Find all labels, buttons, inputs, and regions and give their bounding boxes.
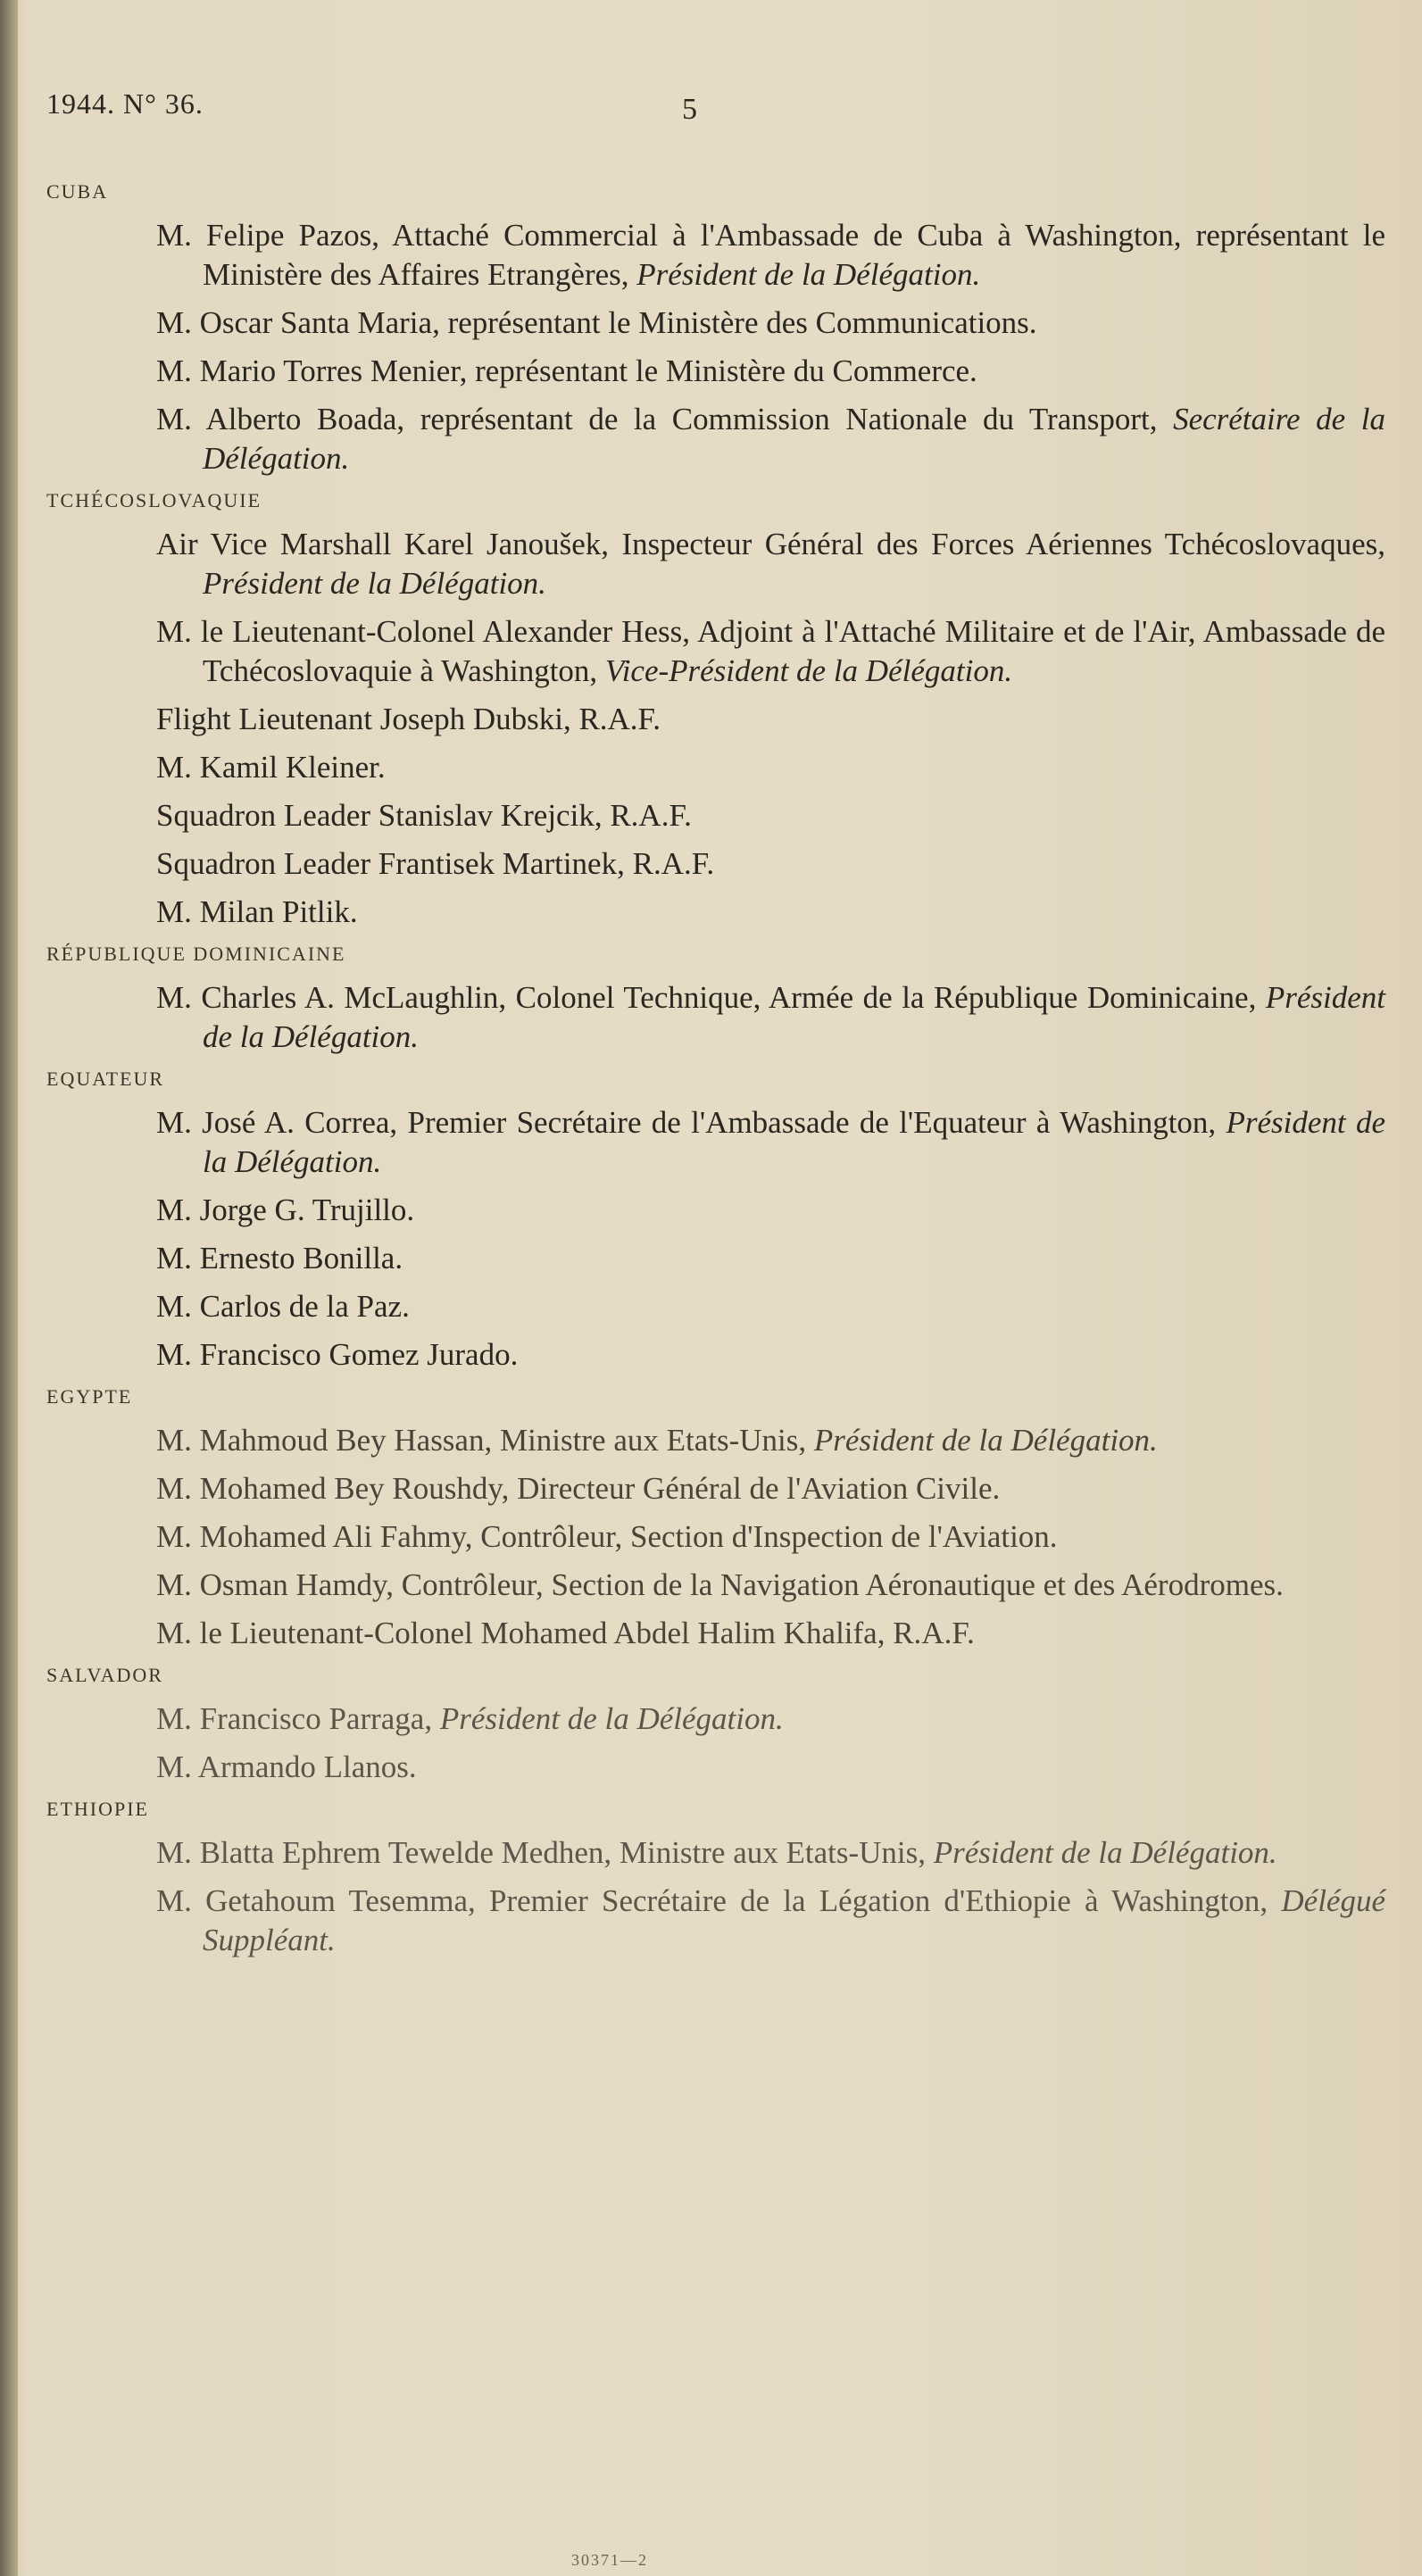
delegate-text: M. le Lieutenant-Colonel Mohamed Abdel Halim Khalifa, R.A.F. [156, 1616, 975, 1650]
country-section [46, 1662, 1385, 1787]
delegate-text: M. le Lieutenant-Colonel Alexander Hess, Adjoint à l'Attaché Militaire et de l'Air, Ambassade de Tchécoslovaquie à Washington, [156, 614, 1385, 688]
delegate-text: Squadron Leader Frantisek Martinek, R.A.F. [156, 846, 715, 881]
country-section [46, 941, 1385, 1057]
delegate-text: M. Carlos de la Paz. [156, 1289, 410, 1324]
delegate-entry [91, 1882, 1385, 1960]
page-header [46, 87, 1386, 141]
delegate-entry [91, 1103, 1385, 1182]
delegation-title: Secrétaire de la Délégation. [203, 402, 1385, 476]
delegation-title: Président de la Délégation. [203, 1105, 1385, 1179]
delegate-entry [91, 796, 1385, 835]
delegate-text: Air Vice Marshall Karel Janoušek, Inspecteur Général des Forces Aériennes Tchécoslovaques, [156, 527, 1385, 561]
delegate-entry [91, 1421, 1385, 1460]
delegate-entry [91, 525, 1385, 603]
delegate-entry [91, 1614, 1385, 1653]
delegate-entry [91, 400, 1385, 478]
delegate-entry [91, 303, 1385, 343]
delegate-text: Squadron Leader Stanislav Krejcik, R.A.F. [156, 798, 692, 833]
delegate-entry [91, 1239, 1385, 1278]
country-heading: ETHIOPIE [46, 1798, 149, 1820]
country-heading: CUBA [46, 180, 109, 203]
delegate-text: M. Felipe Pazos, Attaché Commercial à l'Ambassade de Cuba à Washington, représentant le Ministère des Affaires Etrangères, [156, 218, 1385, 292]
delegate-entry [91, 1287, 1385, 1326]
country-section [46, 1796, 1385, 1960]
delegate-text: M. Mahmoud Bey Hassan, Ministre aux Etats-Unis, [156, 1423, 814, 1458]
delegation-title: Président de la Délégation. [813, 1423, 1158, 1458]
print-code: 30371—2 [571, 2551, 648, 2569]
country-section [46, 487, 1385, 932]
delegate-entry [91, 748, 1385, 787]
delegate-entry [91, 352, 1385, 391]
delegate-entry [91, 978, 1385, 1057]
page-number: 5 [682, 93, 697, 126]
delegate-text: M. Milan Pitlik. [156, 894, 358, 929]
delegate-entry [91, 1699, 1385, 1739]
delegate-text: M. Ernesto Bonilla. [156, 1241, 403, 1276]
country-section [46, 1066, 1385, 1375]
delegation-title: Président de la Délégation. [636, 257, 981, 292]
delegate-entry [91, 844, 1385, 884]
country-heading: TCHÉCOSLOVAQUIE [46, 489, 262, 511]
delegate-text: M. Armando Llanos. [156, 1749, 417, 1784]
delegation-title: Président de la Délégation. [203, 566, 546, 601]
delegation-title: Président de la Délégation. [933, 1835, 1277, 1870]
delegation-title: Président de la Délégation. [203, 980, 1385, 1054]
delegate-entry [91, 612, 1385, 691]
delegate-entry [91, 893, 1385, 932]
delegate-entry [91, 1833, 1385, 1873]
country-heading: EQUATEUR [46, 1068, 165, 1090]
delegate-text: M. Osman Hamdy, Contrôleur, Section de la Navigation Aéronautique et des Aérodromes. [156, 1567, 1284, 1602]
country-heading: SALVADOR [46, 1664, 163, 1686]
delegate-text: Flight Lieutenant Joseph Dubski, R.A.F. [156, 702, 661, 736]
delegate-text: M. Jorge G. Trujillo. [156, 1192, 415, 1227]
binding-gutter [0, 0, 18, 2576]
delegate-entry [91, 1517, 1385, 1557]
delegate-entry [91, 700, 1385, 739]
issue-number: 1944. N° 36. [46, 87, 204, 120]
delegation-title: Président de la Délégation. [439, 1701, 784, 1736]
delegation-list [46, 179, 1385, 1969]
delegation-title: Vice-Président de la Délégation. [604, 653, 1013, 688]
country-heading: EGYPTE [46, 1385, 133, 1408]
delegate-text: M. José A. Correa, Premier Secrétaire de l'Ambassade de l'Equateur à Washington, [156, 1105, 1227, 1140]
delegate-text: M. Mario Torres Menier, représentant le Ministère du Commerce. [156, 353, 977, 388]
country-heading: RÉPUBLIQUE DOMINICAINE [46, 943, 346, 965]
delegate-text: M. Francisco Gomez Jurado. [156, 1337, 519, 1372]
delegate-text: M. Oscar Santa Maria, représentant le Ministère des Communications. [156, 305, 1037, 340]
country-section [46, 179, 1385, 478]
delegate-entry [91, 1191, 1385, 1230]
delegate-text: M. Kamil Kleiner. [156, 750, 386, 785]
delegate-text: M. Charles A. McLaughlin, Colonel Technique, Armée de la République Dominicaine, [156, 980, 1266, 1015]
delegate-entry [91, 1469, 1385, 1508]
delegate-entry [91, 1748, 1385, 1787]
delegate-entry [91, 1566, 1385, 1605]
delegate-text: M. Mohamed Bey Roushdy, Directeur Général de l'Aviation Civile. [156, 1471, 1001, 1506]
delegate-text: M. Francisco Parraga, [156, 1701, 440, 1736]
delegate-text: M. Mohamed Ali Fahmy, Contrôleur, Section d'Inspection de l'Aviation. [156, 1519, 1058, 1554]
delegate-entry [91, 216, 1385, 295]
country-section [46, 1384, 1385, 1653]
delegate-text: M. Blatta Ephrem Tewelde Medhen, Ministre aux Etats-Unis, [156, 1835, 934, 1870]
delegate-entry [91, 1335, 1385, 1375]
delegation-title: Délégué Suppléant. [203, 1883, 1385, 1957]
delegate-text: M. Getahoum Tesemma, Premier Secrétaire de la Légation d'Ethiopie à Washington, [156, 1883, 1282, 1918]
delegate-text: M. Alberto Boada, représentant de la Commission Nationale du Transport, [156, 402, 1174, 436]
